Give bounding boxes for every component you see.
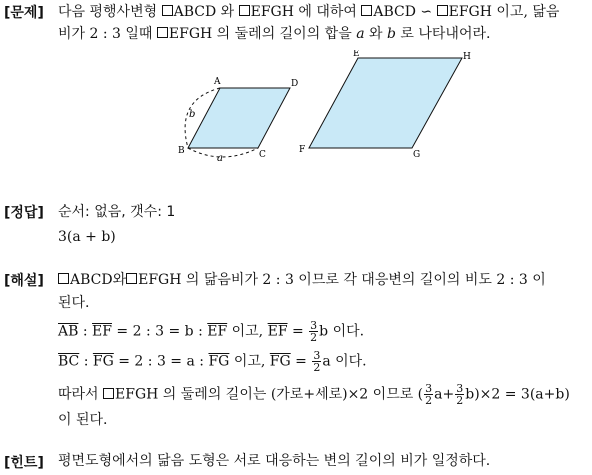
explanation-text: = 2 : 3 = a : (113, 353, 209, 370)
explanation-text: = (287, 323, 309, 340)
vertex-label-c: C (259, 150, 266, 160)
fraction (424, 383, 433, 406)
explanation-line-3: $\overline{AB}$ : $\overline{EF} = 2$ : 3 = b : $\overline{EF}$ 이고, $\overline{EF}$ = $\frac{3}{2}$ b 이다. (58, 319, 365, 344)
vertex-label-b: B (178, 146, 185, 156)
segment-ef: $\overline{EF}$ (207, 323, 228, 340)
explanation-text: = 2 : 3 = b : (111, 323, 208, 340)
explanation-line-5 (58, 383, 570, 406)
fraction (312, 350, 321, 373)
fraction-denominator: 2 (313, 361, 321, 374)
fraction-denominator: 2 (310, 331, 318, 344)
problem-line-2 (58, 25, 490, 43)
square-symbol-icon (58, 273, 69, 284)
problem-text: 와 (369, 26, 383, 42)
segment-fg: $\overline{FG}$ (269, 353, 291, 370)
fraction-denominator: 2 (456, 394, 464, 407)
problem-text: EFGH 에 대하여 (250, 4, 357, 20)
vertex-label-a: A (214, 77, 221, 87)
fraction-denominator: 2 (425, 394, 433, 407)
hint-text: 평면도형에서의 닮음 도형은 서로 대응하는 변의 길이의 비가 일정하다. (58, 453, 491, 469)
problem-text: EFGH 이고, 닮음 (448, 4, 560, 20)
problem-text: 다음 평행사변형 (58, 4, 158, 20)
section-label-explanation: [해설] (4, 273, 44, 289)
explanation-text: ABCD와 (70, 272, 127, 288)
parallelogram-efgh (309, 58, 462, 148)
fraction-numerator: 3 (456, 382, 464, 395)
problem-text: 로 나타내어라. (400, 26, 491, 42)
explanation-line-6: 이 된다. (58, 412, 108, 428)
problem-text: 비가 2 : 3 일때 (58, 26, 153, 42)
vertex-label-h: H (463, 52, 471, 62)
fraction-numerator: 3 (313, 349, 321, 362)
explanation-line-2: 된다. (58, 295, 90, 311)
explanation-text: EFGH 의 닮음비가 2 : 3 이므로 각 대응변의 길이의 비도 2 : 3 이 (138, 272, 546, 288)
parallelogram-abcd (188, 88, 290, 148)
explanation-text: 이고, (229, 353, 270, 370)
square-symbol-icon (437, 5, 448, 16)
side-label-b: b (189, 109, 196, 120)
fraction (455, 383, 464, 406)
fraction-numerator: 3 (310, 319, 318, 332)
segment-ef: $\overline{EF}$ (92, 323, 112, 340)
explanation-line-4: $\overline{BC}$ : $\overline{FG} = 2$ : 3 = a : $\overline{FG}$ 이고, $\overline{FG}$ = $\frac{3}{2}$ a 이다. (58, 349, 367, 374)
variable-b: b (386, 26, 396, 42)
variable-a: a (356, 26, 365, 42)
explanation-text: 이고, (227, 323, 268, 340)
section-label-problem: [문제] (4, 5, 44, 21)
explanation-text: a 이다. (322, 353, 367, 370)
vertex-label-f: F (299, 145, 306, 155)
square-symbol-icon (126, 273, 137, 284)
explanation-text: b 이다. (319, 323, 365, 340)
segment-ab: $\overline{AB}$ (58, 323, 79, 340)
answer-value: 3(a + b) (58, 229, 116, 245)
section-label-hint: [힌트] (4, 455, 44, 471)
problem-line-1 (58, 3, 559, 21)
square-symbol-icon (239, 5, 250, 16)
segment-bc: $\overline{BC}$ (58, 353, 80, 370)
side-label-a: a (217, 153, 223, 164)
explanation-text: 따라서 (58, 386, 99, 403)
square-symbol-icon (157, 27, 168, 38)
segment-fg: $\overline{FG}$ (92, 353, 114, 370)
square-symbol-icon (103, 388, 114, 399)
segment-fg: $\overline{FG}$ (208, 353, 230, 370)
explanation-text: = (290, 353, 312, 370)
arc-side-a (188, 148, 258, 157)
vertex-label-e: E (353, 50, 360, 59)
fraction-numerator: 3 (425, 382, 433, 395)
explanation-text: b)×2 = 3(a+b) (465, 386, 570, 403)
square-symbol-icon (361, 5, 372, 16)
problem-text: EFGH 의 둘레의 길이의 합을 (168, 26, 352, 42)
vertex-label-d: D (291, 79, 299, 89)
explanation-line-1 (58, 271, 546, 289)
explanation-text: EFGH 의 둘레의 길이는 (가로+세로)×2 이므로 ( (115, 386, 424, 403)
square-symbol-icon (162, 5, 173, 16)
segment-ef: $\overline{EF}$ (267, 323, 288, 340)
problem-text: ABCD ∽ (373, 4, 433, 20)
vertex-label-g: G (413, 150, 421, 160)
answer-meta: 순서: 없음, 갯수: 1 (58, 204, 176, 220)
parallelogram-figure (170, 50, 490, 168)
fraction (309, 320, 318, 343)
explanation-text: a+ (434, 386, 455, 403)
section-label-answer: [정답] (4, 205, 44, 221)
problem-text: ABCD 와 (173, 4, 235, 20)
